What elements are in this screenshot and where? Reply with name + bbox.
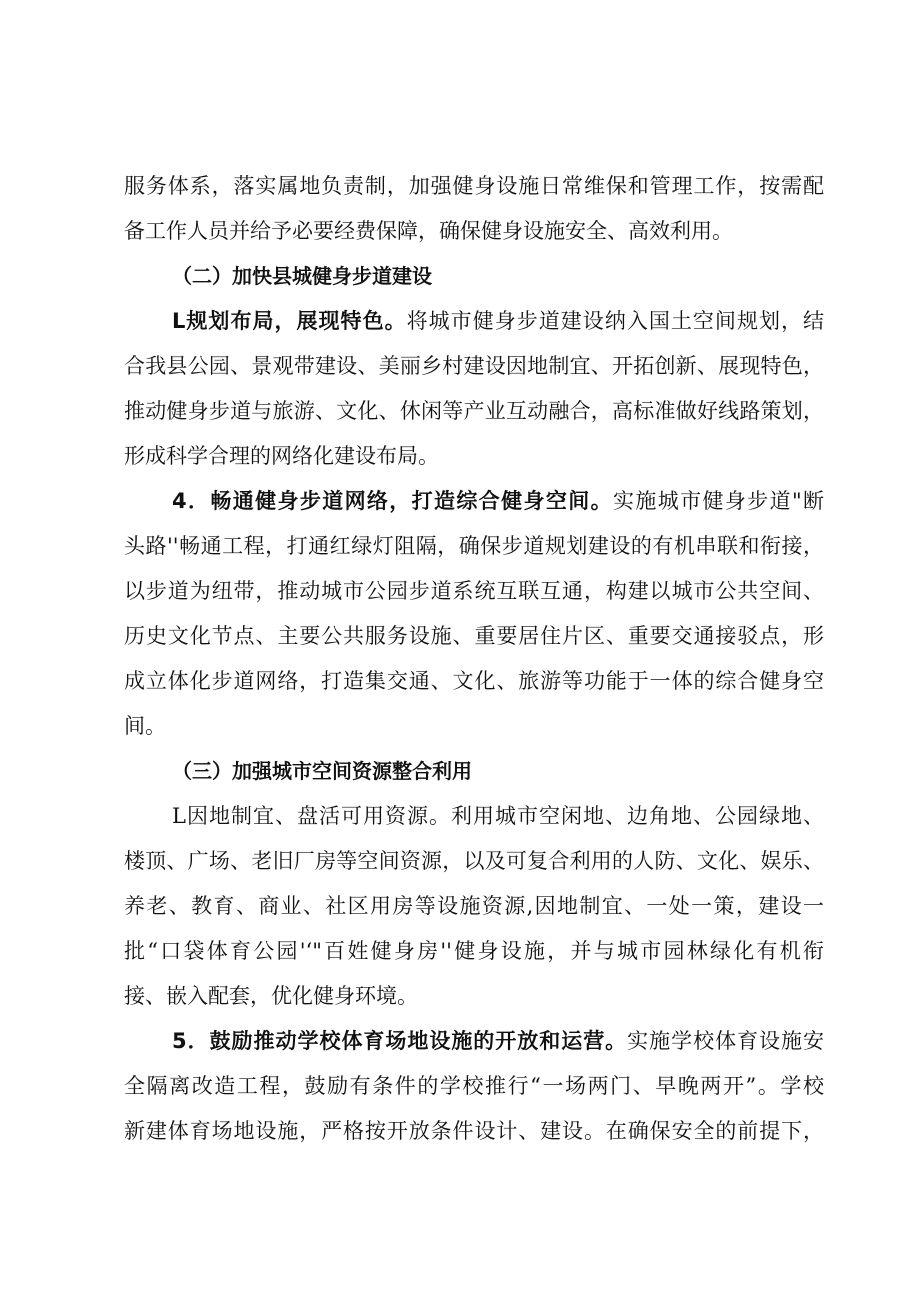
paragraph-line: 接、嵌入配套，优化健身环境。 (124, 984, 418, 1008)
paragraph-line (172, 487, 824, 515)
paragraph-text: 将城市健身步道建设纳入国土空间规划，结 (406, 309, 825, 333)
paragraph-line: 备工作人员并给予必要经费保障，确保健身设施安全、高效利用。 (124, 219, 733, 243)
paragraph-line: 合我县公园、景观带建设、美丽乡村建设因地制宜、开拓创新、展现特色， (124, 354, 824, 378)
paragraph-lead: 4．畅通健身步道网络，打造综合健身空间。 (172, 489, 613, 513)
paragraph-line: L因地制宜、盘活可用资源。利用城市空闲地、边角地、公园绿地、 (172, 804, 824, 828)
paragraph-line: 成立体化步道网络，打造集交通、文化、旅游等功能于一体的综合健身空 (124, 669, 824, 693)
paragraph-line (172, 1027, 824, 1055)
paragraph-line: 以步道为纽带，推动城市公园步道系统互联互通，构建以城市公共空间、 (124, 579, 824, 603)
paragraph-line: 养老、教育、商业、社区用房等设施资源,因地制宜、一处一策，建设一 (124, 894, 824, 918)
paragraph-text: 实施城市健身步道"断 (613, 489, 824, 513)
section-heading: （三）加强城市空间资源整合利用 (172, 759, 472, 783)
paragraph-line: 间。 (124, 714, 166, 738)
paragraph-line (172, 307, 824, 335)
paragraph-text: 实施学校体育设施安 (627, 1029, 824, 1053)
paragraph-line: 历史文化节点、主要公共服务设施、重要居住片区、重要交通接驳点，形 (124, 624, 824, 648)
section-heading: （二）加快县城健身步道建设 (172, 264, 432, 288)
paragraph-line: 形成科学合理的网络化建设布局。 (124, 444, 439, 468)
paragraph-line: 批“口袋体育公园'‘"百姓健身房''健身设施，并与城市园林绿化有机衔 (124, 939, 824, 963)
paragraph-lead: L规划布局，展现特色。 (172, 309, 407, 333)
paragraph-line: 新建体育场地设施，严格按开放条件设计、建设。在确保安全的前提下， (124, 1119, 824, 1143)
paragraph-lead: 5．鼓励推动学校体育场地设施的开放和运营。 (172, 1029, 628, 1053)
paragraph-line: 服务体系，落实属地负责制，加强健身设施日常维保和管理工作，按需配 (124, 174, 824, 198)
paragraph-line: 全隔离改造工程，鼓励有条件的学校推行“一场两门、早晚两开”。学校 (124, 1074, 824, 1098)
paragraph-line: 楼顶、广场、老旧厂房等空间资源，以及可复合利用的人防、文化、娱乐、 (124, 849, 824, 873)
paragraph-line: 推动健身步道与旅游、文化、休闲等产业互动融合，高标准做好线路策划， (124, 399, 824, 423)
paragraph-line: 头路''畅通工程，打通红绿灯阻隔，确保步道规划建设的有机串联和衔接， (124, 534, 824, 558)
